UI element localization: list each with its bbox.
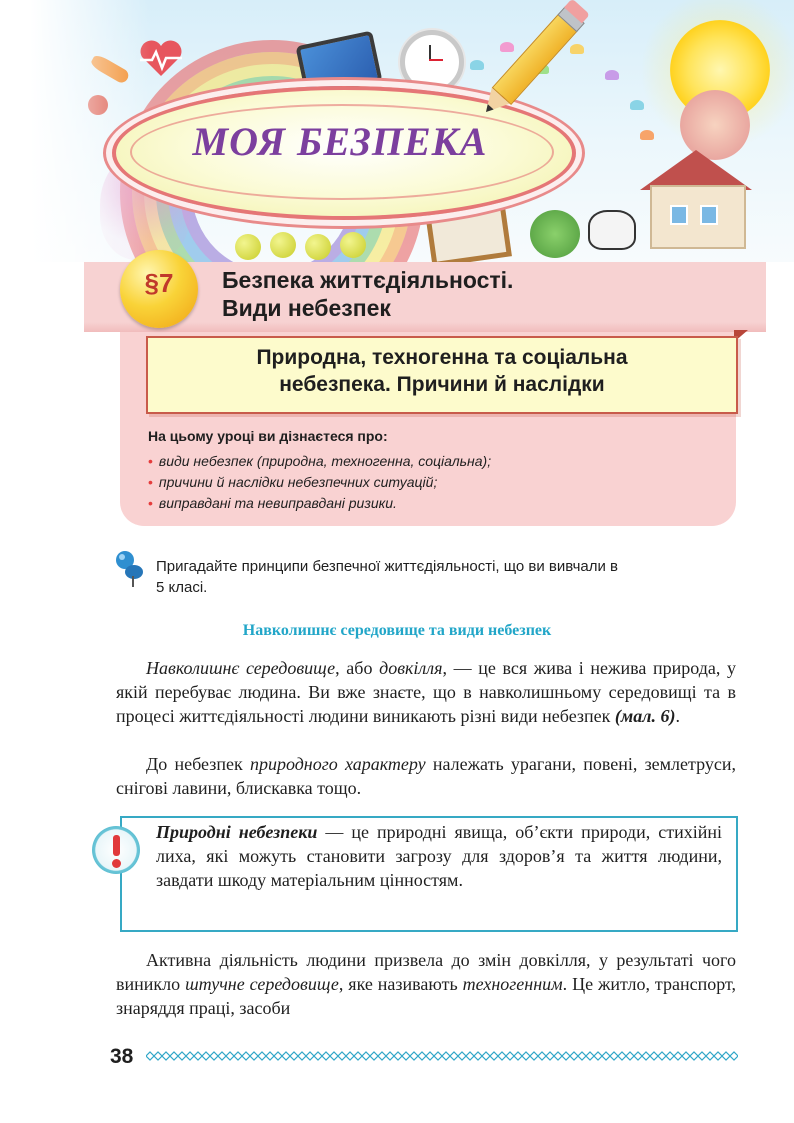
page-number: 38 [110,1045,134,1068]
butterfly-icon [500,42,514,52]
butterfly-icon [570,44,584,54]
bullet-icon: • [148,453,153,469]
section-title [222,266,513,322]
definition-term: Природні небезпеки [156,822,318,842]
recall-prompt [156,556,736,598]
section-title-line2: Види небезпек [222,295,391,321]
butterfly-icon [640,130,654,140]
section-title-line1: Безпека життєдіяльності. [222,267,514,293]
house-illustration [650,185,746,249]
lesson-subtitle-line1: Природна, техногенна та соціальна [256,346,628,369]
recall-line1: Пригадайте принципи безпечної життєдіяльності, що ви вивчали в [156,558,619,575]
figure-reference: (мал. 6) [614,706,676,726]
section-badge [120,250,198,328]
term: природного характеру [249,754,426,774]
bullet-icon: • [148,495,153,511]
term: Навколишнє середовище [146,658,336,678]
house-window [670,205,688,225]
pin-icon [113,548,147,588]
paragraph-natural-hazards: До небезпек природного характеру належать урагани, повені, землетруси, снігові лавини, блискавка тощо. [116,754,737,798]
term: довкілля [379,658,443,678]
term: техногенним [462,974,563,994]
lesson-goals-list [148,451,491,514]
butterfly-icon [630,100,644,110]
butterfly-icon [605,70,619,80]
molecule-illustration [270,232,296,258]
molecule-illustration [235,234,261,260]
list-item: • виправдані та невиправдані ризики. [148,495,397,511]
section-number: §7 [144,268,174,298]
subsection-heading: Навколишнє середовище та види небезпек [242,622,552,639]
lesson-subtitle-box [146,336,738,414]
lesson-goals-heading: На цьому уроці ви дізнаєтеся про: [148,428,388,444]
house-roof [640,150,752,190]
molecule-illustration [340,232,366,258]
recall-line2: 5 класі. [156,579,208,596]
term: штучне середовище [185,974,339,994]
house-window [700,205,718,225]
butterfly-icon [470,60,484,70]
footer-decorative-line [146,1050,738,1062]
lesson-subtitle-line2: небезпека. Причини й наслідки [279,373,605,396]
molecule-illustration [305,234,331,260]
definition-text: Природні небезпеки — це природні явища, об’єкти природи, стихійні лиха, які можуть становити загрозу для здоров’я та життя людини, завдати шкоду матеріальним цінностям. [156,822,722,890]
chapter-title: МОЯ БЕЗПЕКА [192,119,488,164]
list-item: • причини й наслідки небезпечних ситуацій; [148,474,438,490]
alarm-clock-icon [400,30,464,94]
dog-illustration [588,210,636,250]
section-band-shadow [84,322,766,332]
paragraph-technogenic: Активна діяльність людини призвела до змін довкілля, у результаті чого виникло штучне середовище, яке називають техногенним. Це житло, транспорт, знаряддя праці, засоби [116,950,736,1018]
list-item: • види небезпек (природна, техногенна, соціальна); [148,453,492,469]
bullet-icon: • [148,474,153,490]
tree-illustration [530,210,580,258]
paragraph-environment: Навколишнє середовище, або довкілля, — це вся жива і нежива природа, у якій перебуває людина. Ви вже знаєте, що в навколишньому середовищі та в процесі життєдіяльності людини виникають різні види небезпек (мал. 6). [116,658,736,726]
exclamation-icon [92,826,140,874]
